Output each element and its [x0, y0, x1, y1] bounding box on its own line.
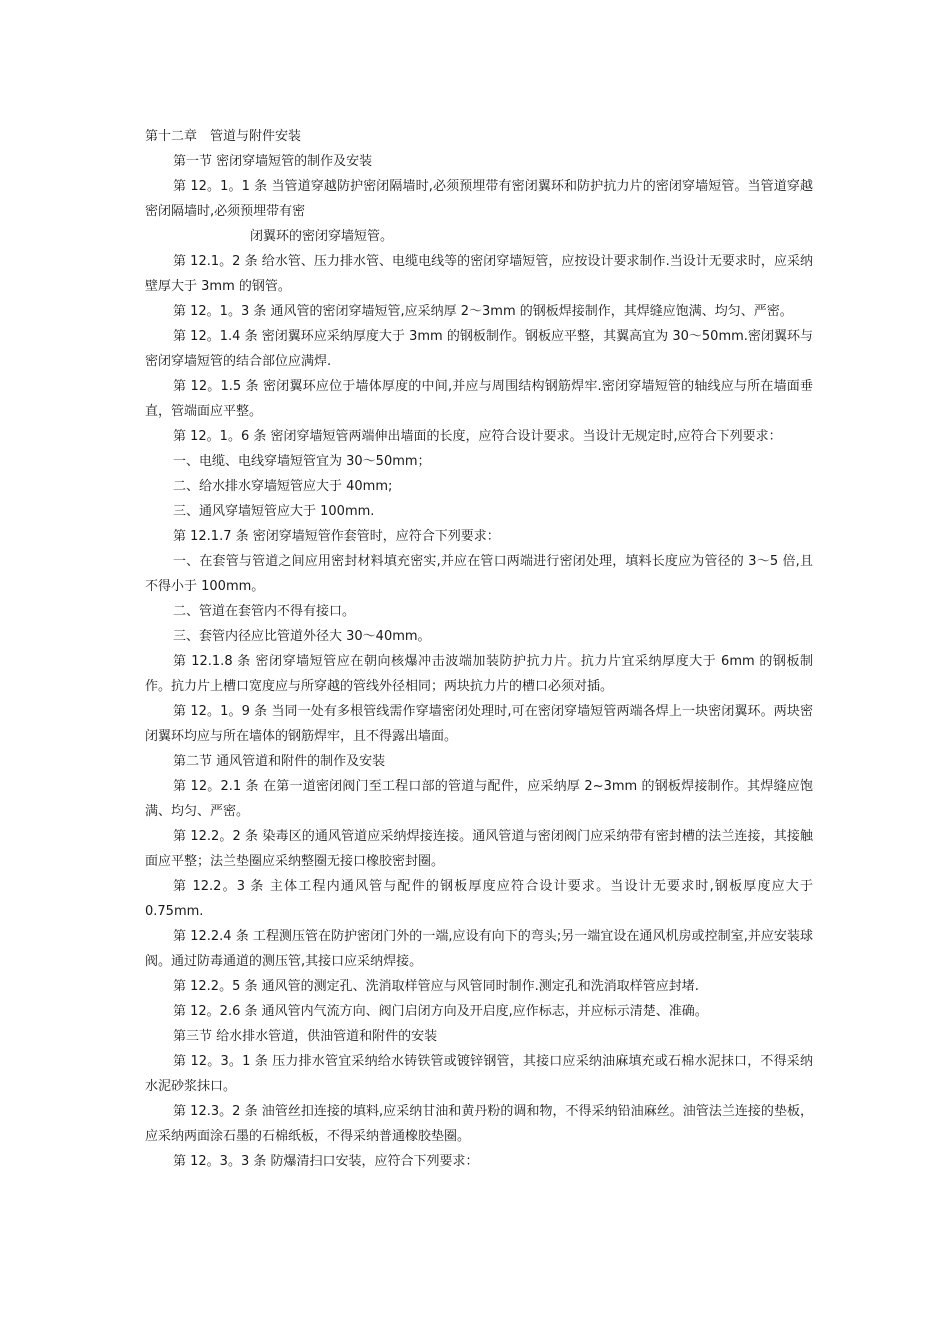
paragraph: 第 12。1.4 条 密闭翼环应采纳厚度大于 3mm 的钢板制作。钢板应平整，其翼高宜为 30～50mm.密闭翼环与密闭穿墙短管的结合部位应满焊.: [145, 329, 813, 369]
paragraph: 第 12.3。2 条 油管丝扣连接的填料,应采纳甘油和黄丹粉的调和物，不得采纳铅油麻丝。油管法兰连接的垫板，应采纳两面涂石墨的石棉纸板，不得采纳普通橡胶垫圈。: [145, 1104, 813, 1144]
paragraph: 第 12.1.7 条 密闭穿墙短管作套管时，应符合下列要求：: [173, 529, 500, 544]
paragraph: 第一节 密闭穿墙短管的制作及安装: [173, 154, 373, 169]
paragraph: 第 12。3。1 条 压力排水管宜采纳给水铸铁管或镀锌钢管，其接口应采纳油麻填充或石棉水泥抹口，不得采纳水泥砂浆抹口。: [145, 1054, 813, 1094]
paragraph: 第 12。1.5 条 密闭翼环应位于墙体厚度的中间,并应与周围结构钢筋焊牢.密闭穿墙短管的轴线应与所在墙面垂直，管端面应平整。: [145, 379, 813, 419]
paragraph: 第 12。3。3 条 防爆清扫口安装，应符合下列要求：: [173, 1154, 479, 1169]
paragraph: 一、在套管与管道之间应用密封材料填充密实,并应在管口两端进行密闭处理，填料长度应为管径的 3～5 倍,且不得小于 100mm。: [145, 554, 813, 594]
paragraph: 第 12。1。3 条 通风管的密闭穿墙短管,应采纳厚 2～3mm 的钢板焊接制作，其焊缝应饱满、均匀、严密。: [173, 304, 793, 319]
paragraph: 第二节 通风管道和附件的制作及安装: [173, 754, 386, 769]
paragraph: 第 12。1。9 条 当同一处有多根管线需作穿墙密闭处理时,可在密闭穿墙短管两端各焊上一块密闭翼环。两块密闭翼环均应与所在墙体的钢筋焊牢，且不得露出墙面。: [145, 704, 813, 744]
paragraph: 第 12。2.6 条 通风管内气流方向、阀门启闭方向及开启度,应作标志，并应标示清楚、准确。: [173, 1004, 708, 1019]
chapter-title: 第十二章 管道与附件安装: [145, 129, 302, 144]
paragraph: 第 12.2。2 条 染毒区的通风管道应采纳焊接连接。通风管道与密闭阀门应采纳带有密封槽的法兰连接，其接触面应平整；法兰垫圈应采纳整圈无接口橡胶密封圈。: [145, 829, 813, 869]
paragraph: 三、套管内径应比管道外径大 30～40mm。: [173, 629, 431, 644]
paragraph: 第 12.2。5 条 通风管的测定孔、洗消取样管应与风管同时制作.测定孔和洗消取样管应封堵.: [173, 979, 699, 994]
paragraph: 二、管道在套管内不得有接口。: [173, 604, 356, 619]
paragraph: 第 12.2.4 条 工程测压管在防护密闭门外的一端,应设有向下的弯头;另一端宜设在通风机房或控制室,并应安装球阀。通过防毒通道的测压管,其接口应采纳焊接。: [145, 929, 813, 969]
paragraph: 第 12.1。2 条 给水管、压力排水管、电缆电线等的密闭穿墙短管，应按设计要求制作.当设计无要求时，应采纳壁厚大于 3mm 的钢管。: [145, 254, 813, 294]
paragraph: 二、给水排水穿墙短管应大于 40mm;: [173, 479, 393, 494]
paragraph: 第三节 给水排水管道，供油管道和附件的安装: [173, 1029, 438, 1044]
paragraph: 一、电缆、电线穿墙短管宜为 30～50mm；: [173, 454, 431, 469]
paragraph: 第 12.2。3 条 主体工程内通风管与配件的钢板厚度应符合设计要求。当设计无要求时,钢板厚度应大于 0.75mm.: [145, 879, 813, 919]
paragraph: 第 12。2.1 条 在第一道密闭阀门至工程口部的管道与配件，应采纳厚 2~3mm 的钢板焊接制作。其焊缝应饱满、均匀、严密。: [145, 779, 813, 819]
paragraph: 第 12。1。1 条 当管道穿越防护密闭隔墙时,必须预埋带有密闭翼环和防护抗力片的密闭穿墙短管。当管道穿越密闭隔墙时,必须预埋带有密: [145, 179, 813, 219]
paragraph: 闭翼环的密闭穿墙短管。: [250, 229, 394, 244]
paragraph: 第 12。1。6 条 密闭穿墙短管两端伸出墙面的长度，应符合设计要求。当设计无规定时,应符合下列要求：: [173, 429, 782, 444]
document-page: [145, 124, 813, 1174]
document-body: [145, 149, 813, 1174]
paragraph: 三、通风穿墙短管应大于 100mm.: [173, 504, 375, 519]
paragraph: 第 12.1.8 条 密闭穿墙短管应在朝向核爆冲击波端加装防护抗力片。抗力片宜采纳厚度大于 6mm 的钢板制作。抗力片上槽口宽度应与所穿越的管线外径相同；两块抗力片的槽口必须对插。: [145, 654, 813, 694]
